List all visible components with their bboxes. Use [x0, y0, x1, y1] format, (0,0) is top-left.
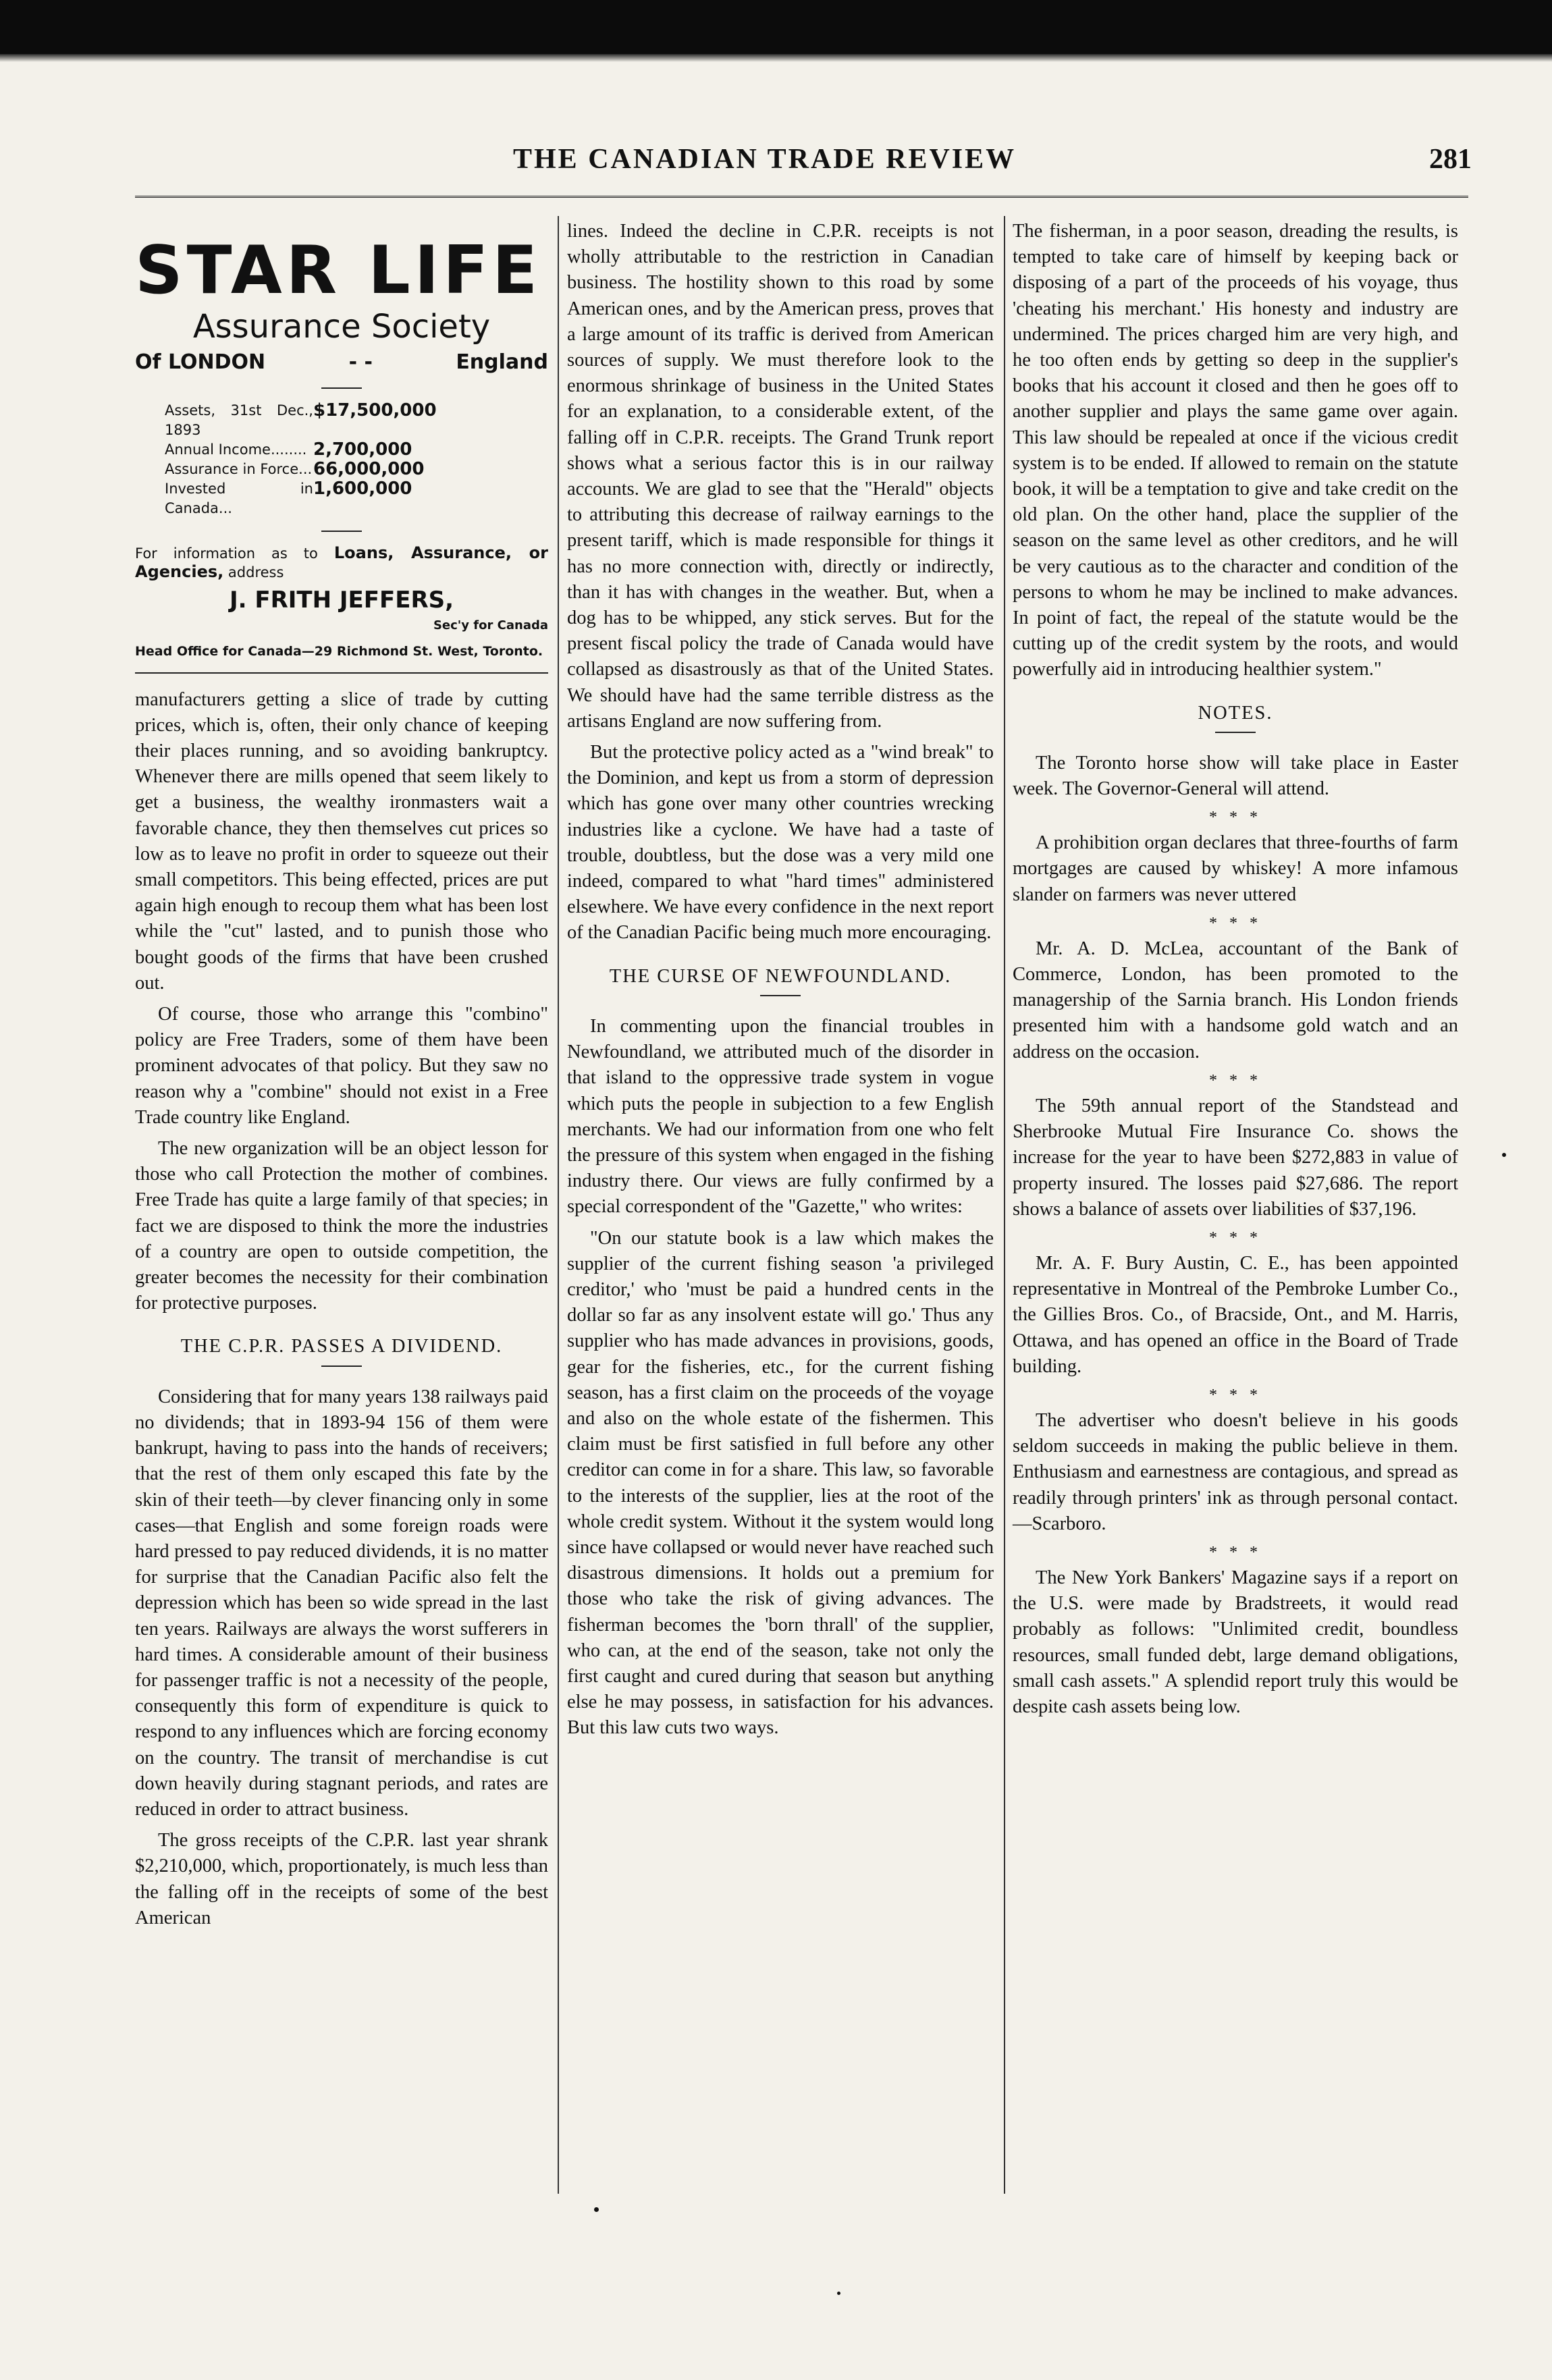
note-item: The Toronto horse show will take place in Easter week. The Governor-General will attend. [1013, 752, 1458, 800]
note-separator: * * * [1209, 1386, 1262, 1404]
ad-info-bold: Loans, Assurance, or Agencies, [135, 543, 548, 582]
ad-stat-label: Invested in Canada... [165, 481, 313, 517]
heading-rule [760, 995, 801, 996]
ad-stat-row [165, 460, 548, 479]
article-paragraph: "On our statute book is a law which makes the supplier of the current fishing season 'a privileged creditor,' who 'must be paid a hundred cents in the dollar so far as any insolvent estate will go.' Thus any supplier who has made advances in provisions, goods, gear for the fisheries, etc., for the current fishing season, has a first claim on the proceeds of the voyage and also on the whole estate of the fishermen. This claim must be first satisfied in full before any other creditor can come in for a share. This law, so favorable to the interests of the supplier, lies at the root of the whole credit system. Without it the system would long since have collapsed or would never have reached such disastrous dimensions. It holds out a premium for those who take the risk of giving advances. The fisherman becomes the 'born thrall' of the supplier, who can, at the end of the season, take not only the first caught and cured during that season but anything else he may possess, in satisfaction for his advances. But this law cuts two ways. [567, 1227, 994, 1739]
ad-contact-title: Sec'y for Canada [433, 618, 548, 633]
article-heading-cpr: THE C.P.R. PASSES A DIVIDEND. [180, 1336, 503, 1357]
note-separator: * * * [1209, 914, 1262, 932]
ad-info-suffix: address [223, 564, 284, 581]
scan-speck [1502, 1153, 1506, 1157]
ad-stat-value: 66,000,000 [313, 459, 425, 480]
article-paragraph: But the protective policy acted as a "wind break" to the Dominion, and kept us from a storm of depression which has gone over many other countries wrecking industries like a cyclone. We have had a taste of trouble, doubtless, but the dose was a very mild one indeed, compared to what "hard times" administered elsewhere. We have every confidence in the next report of the Canadian Pacific being much more encouraging. [567, 742, 994, 944]
ad-rule [321, 531, 362, 532]
article-paragraph: Considering that for many years 138 railways paid no dividends; that in 1893-94 156 of them were bankrupt, having to pass into the hands of receivers; that the rest of them only escaped this fate by the skin of their teeth—by clever financing only in some cases—that English and some foreign roads were hard pressed to pay reduced dividends, it is no matter for surprise that the Canadian Pacific also felt the depression which has been so wide spread in the last ten years. Railways are always the worst sufferers in hard times. A considerable amount of their business for passenger traffic is not a necessity of the people, consequently this form of expenditure is quick to respond to any influences which are forcing economy on the country. The transit of merchandise is cut down heavily during stagnant periods, and rates are reduced in order to attract business. [135, 1386, 548, 1820]
ad-stat-row [165, 401, 548, 440]
note-separator: * * * [1209, 1228, 1262, 1247]
ad-location-row [135, 350, 548, 375]
ad-stat-label: Annual Income........ [165, 441, 307, 458]
scan-speck [837, 2292, 840, 2295]
column-1 [135, 215, 548, 1937]
ad-stat-row [165, 440, 548, 460]
note-separator: * * * [1209, 809, 1262, 827]
article-heading-newfoundland: THE CURSE OF NEWFOUNDLAND. [609, 965, 952, 987]
column-2 [567, 219, 994, 1747]
scan-speck [594, 2207, 599, 2212]
note-item: The advertiser who doesn't believe in his goods seldom succeeds in making the public believe in them. Enthusiasm and earnestness are contagious, and spread as readily through printers' ink as through personal contact.—Scarboro. [1013, 1409, 1458, 1534]
ad-info [135, 544, 548, 582]
ad-society: Assurance Society [192, 308, 491, 346]
scan-top-shadow [0, 54, 1552, 62]
column-divider-2 [1004, 216, 1005, 2194]
ad-stat-value: 1,600,000 [313, 479, 412, 499]
notes-heading: NOTES. [1198, 702, 1273, 724]
note-item: Mr. A. F. Bury Austin, C. E., has been appointed representative in Montreal of the Pembroke Lumber Co., the Gillies Bros. Co., of Bracside, Ont., and M. Harris, Ottawa, and has opened an office in the Board of Trade building. [1013, 1252, 1458, 1377]
note-item: The New York Bankers' Magazine says if a report on the U.S. were made by Bradstreets, it would read probably as follows: "Unlimited credit, boundless resources, small funded debt, large demand obligations, small cash assets." A splendid report truly this would be despite cash assets being low. [1013, 1567, 1458, 1717]
heading-rule [1215, 732, 1256, 733]
note-separator: * * * [1209, 1543, 1262, 1561]
ad-office: Head Office for Canada—29 Richmond St. West, Toronto. [135, 643, 543, 659]
note-item: The 59th annual report of the Standstead and Sherbrooke Mutual Fire Insurance Co. shows the increase for the year to have been $272,883 in value of property insured. The losses paid $27,686. The report shows a balance of assets over liabilities of $37,196. [1013, 1095, 1458, 1220]
note-separator: * * * [1209, 1071, 1262, 1089]
ad-contact-name: J. FRITH JEFFERS, [229, 587, 454, 614]
article-paragraph: The new organization will be an object lesson for those who call Protection the mother of combines. Free Trade has quite a large family of that species; in fact we are disposed to think the more the industries of a country are open to outside competition, the greater becomes the necessity for their combination for protective purposes. [135, 1138, 548, 1314]
page-header [135, 143, 1472, 184]
article-paragraph: In commenting upon the financial troubles in Newfoundland, we attributed much of the disorder in that island to the oppressive trade system in vogue which puts the people in subjection to a few English merchants. We had our information from one who felt the pressure of this system when engaged in the fishing industry there. Our views are fully confirmed by a special correspondent of the "Gazette," who writes: [567, 1015, 994, 1218]
ad-stat-value: $17,500,000 [313, 400, 437, 421]
ad-country: England [456, 350, 548, 374]
page-number: 281 [1429, 144, 1472, 175]
ad-brand: STAR LIFE [135, 232, 542, 309]
ad-info-prefix: For information as to [135, 545, 334, 562]
ad-stat-label: Assurance in Force... [165, 461, 313, 478]
ad-of-london: Of LONDON [135, 350, 266, 374]
ad-dashes: - - [348, 350, 373, 374]
star-life-advertisement [135, 234, 548, 674]
article-paragraph: The gross receipts of the C.P.R. last year shrank $2,210,000, which, proportionately, is much less than the falling off in the receipts of some of the best American [135, 1830, 548, 1928]
article-paragraph: manufacturers getting a slice of trade by cutting prices, which is, often, their only chance of keeping their places running, and so avoiding bankruptcy. Whenever there are mills opened that seem likely to get a business, the wealthy ironmasters wait a favorable chance, they then themselves cut prices so low as to leave no profit in order to squeeze out their small competitors. This being effected, prices are put again high enough to recoup them what has been lost while the "cut" lasted, and to punish those who bought goods of the firms that have been crushed out. [135, 688, 548, 994]
ad-rule [321, 387, 362, 389]
heading-rule [321, 1365, 362, 1367]
column-3 [1013, 219, 1458, 1725]
ad-stat-value: 2,700,000 [313, 439, 412, 460]
note-item: Mr. A. D. McLea, accountant of the Bank of Commerce, London, has been promoted to the managership of the Sarnia branch. His London friends presented him with a handsome gold watch and an address on the occasion. [1013, 938, 1458, 1062]
ad-stat-row [165, 479, 548, 518]
ad-stats [135, 401, 548, 518]
publication-title: THE CANADIAN TRADE REVIEW [513, 144, 1017, 175]
article-paragraph: The fisherman, in a poor season, dreading the results, is tempted to take care of himself by keeping back or disposing of a part of the proceeds of his voyage, thus 'cheating his merchant.' His honesty and industry are undermined. The prices charged him are very high, and he too often ends by getting so deep in the supplier's books that his account it closed and then he goes off to another supplier and plays the same game over again. This law should be repealed at once if the vicious credit system is to be ended. If allowed to remain on the statute book, it will be a temptation to give and take credit on the old plan. On the other hand, place the supplier of the season on the same level as other creditors, and he will be very cautious as to the character and condition of the persons to whom he may be inclined to make advances. In point of fact, the repeal of the statute would be the cutting up of the credit system by the roots, and would powerfully aid in introducing healthier system." [1013, 221, 1458, 680]
column-divider-1 [558, 216, 559, 2194]
scan-top-border [0, 0, 1552, 54]
article-paragraph: lines. Indeed the decline in C.P.R. receipts is not wholly attributable to the restriction in Canadian business. The hostility shown to this road by some American ones, and by the American press, proves that a large amount of its traffic is derived from American sources of supply. We must therefore look to the enormous shrinkage of business in the United States for an explanation, to a considerable extent, of the falling off in C.P.R. receipts. The Grand Trunk report shows what a serious factor this is in our railway accounts. We are glad to see that the "Herald" objects to attributing this decrease of railway earnings to the present tariff, which is made responsible for things it has no more connection with, directly or indirectly, than it has with changes in the weather. But, when a dog has to be whipped, any stick serves. But for the present fiscal policy the trade of Canada would have collapsed as disastrously as that of the United States. We should have had the same terrible distress as the artisans England are now suffering from. [567, 221, 994, 732]
header-rule [135, 196, 1468, 198]
ad-stat-label: Assets, 31st Dec., 1893 [165, 402, 313, 439]
note-item: A prohibition organ declares that three-fourths of farm mortgages are caused by whiskey! A more infamous slander on farmers was never uttered [1013, 832, 1458, 905]
article-paragraph: Of course, those who arrange this "combino" policy are Free Traders, some of them have been prominent advocates of that policy. But they saw no reason why a "combine" should not exist in a Free Trade country like England. [135, 1004, 548, 1128]
